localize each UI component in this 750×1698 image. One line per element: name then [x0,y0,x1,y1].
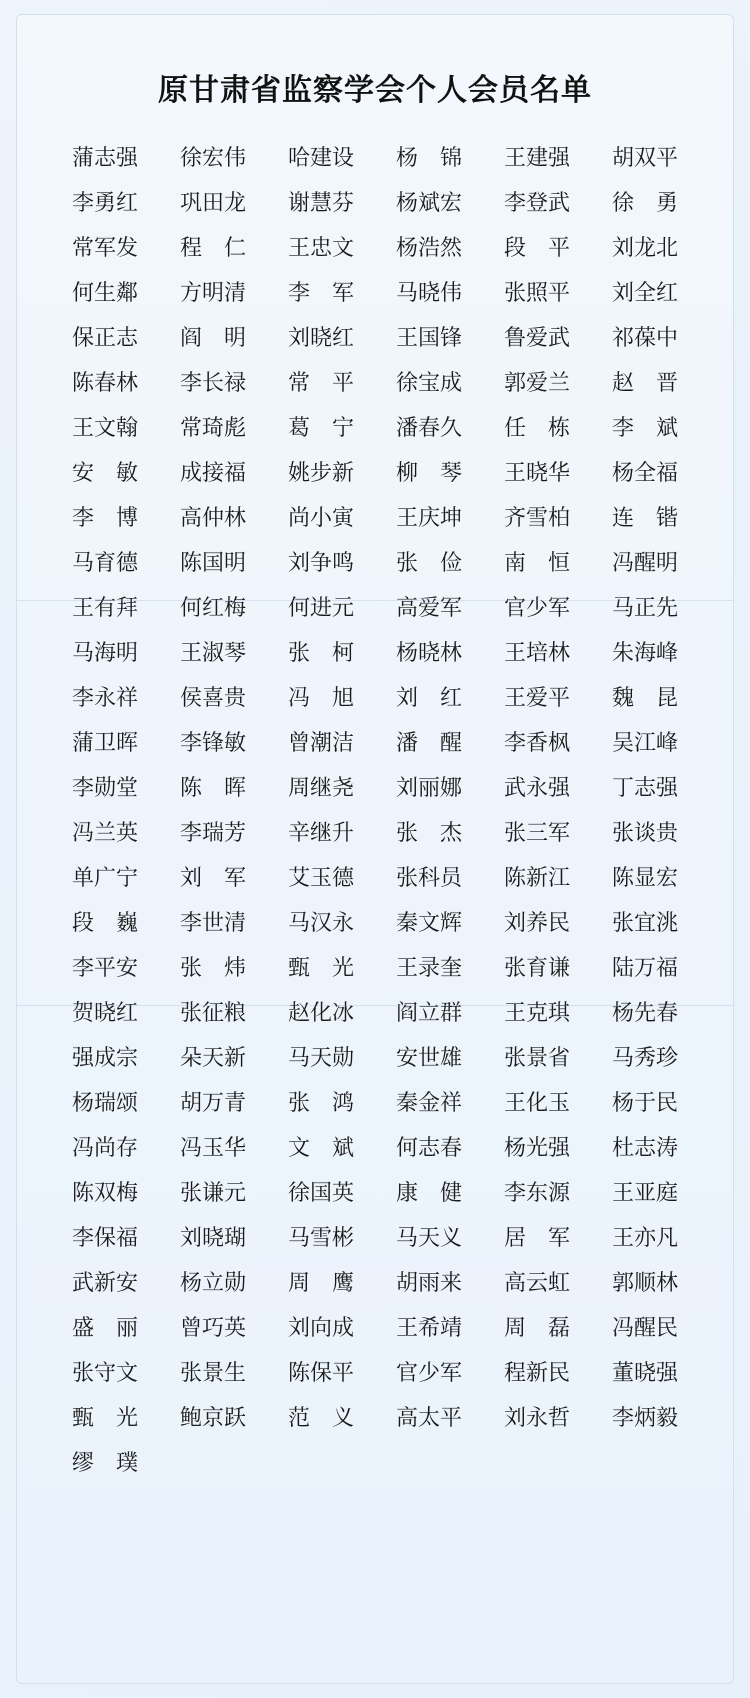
member-name: 徐宏伟 [179,145,246,170]
member-name: 马育德 [71,550,138,575]
member-name: 程新民 [503,1360,570,1385]
member-name: 杨晓林 [395,640,462,665]
member-name: 胡雨来 [395,1270,462,1295]
member-name: 安世雄 [395,1045,462,1070]
member-name-grid [35,135,715,1485]
member-name: 冯醒民 [611,1315,678,1340]
member-name: 王建强 [503,145,570,170]
member-name: 马秀珍 [611,1045,678,1070]
member-name: 杨全福 [611,460,678,485]
member-name: 杨瑞颂 [71,1090,138,1115]
member-name: 李勋堂 [71,775,138,800]
member-name: 李东源 [503,1180,570,1205]
member-name: 曾潮洁 [287,730,354,755]
member-name: 李 博 [71,505,138,530]
member-name: 朱海峰 [611,640,678,665]
member-name: 杜志涛 [611,1135,678,1160]
member-name: 盛 丽 [71,1315,138,1340]
member-name: 蒲志强 [71,145,138,170]
member-name: 李锋敏 [179,730,246,755]
member-name: 郭爱兰 [503,370,570,395]
member-name: 徐国英 [287,1180,354,1205]
member-name: 王国锋 [395,325,462,350]
member-name: 刘 军 [179,865,246,890]
member-list-card [16,14,734,1684]
member-name: 何志春 [395,1135,462,1160]
member-name: 刘晓瑚 [179,1225,246,1250]
member-name: 李香枫 [503,730,570,755]
member-name: 王克琪 [503,1000,570,1025]
member-name: 张谦元 [179,1180,246,1205]
member-name: 李 斌 [611,415,678,440]
member-name: 李长禄 [179,370,246,395]
member-name: 强成宗 [71,1045,138,1070]
member-name: 张 鸿 [287,1090,354,1115]
member-name: 齐雪柏 [503,505,570,530]
member-name: 高太平 [395,1405,462,1430]
member-name: 张 柯 [287,640,354,665]
member-name: 常琦彪 [179,415,246,440]
member-name: 阎 明 [179,325,246,350]
member-name: 陈春林 [71,370,138,395]
member-name: 潘春久 [395,415,462,440]
member-name: 郭顺林 [611,1270,678,1295]
member-name: 王希靖 [395,1315,462,1340]
member-name: 胡双平 [611,145,678,170]
member-name: 张 俭 [395,550,462,575]
member-name: 曾巧英 [179,1315,246,1340]
member-name: 冯玉华 [179,1135,246,1160]
member-name: 潘 醒 [395,730,462,755]
member-name: 冯醒明 [611,550,678,575]
member-name: 康 健 [395,1180,462,1205]
member-name: 文 斌 [287,1135,354,1160]
member-name: 王亦凡 [611,1225,678,1250]
member-name: 祁葆中 [611,325,678,350]
member-name: 马海明 [71,640,138,665]
member-name: 安 敏 [71,460,138,485]
member-name: 杨浩然 [395,235,462,260]
member-name: 刘养民 [503,910,570,935]
member-name: 王淑琴 [179,640,246,665]
member-name: 李瑞芳 [179,820,246,845]
member-name: 马汉永 [287,910,354,935]
member-name: 王录奎 [395,955,462,980]
member-name: 何生鄰 [71,280,138,305]
member-name: 鲁爱武 [503,325,570,350]
member-name: 刘 红 [395,685,462,710]
member-name: 巩田龙 [179,190,246,215]
member-name: 马天勋 [287,1045,354,1070]
page-title: 原甘肃省监察学会个人会员名单 [158,74,592,107]
member-name: 刘丽娜 [395,775,462,800]
member-name: 张宜洮 [611,910,678,935]
member-name: 张征粮 [179,1000,246,1025]
member-name: 甄 光 [287,955,354,980]
member-name: 周 磊 [503,1315,570,1340]
member-name: 丁志强 [611,775,678,800]
member-name: 辛继升 [287,820,354,845]
member-name: 周 鹰 [287,1270,354,1295]
member-name: 刘永哲 [503,1405,570,1430]
member-name: 高爱军 [395,595,462,620]
member-name: 张景省 [503,1045,570,1070]
member-name: 李永祥 [71,685,138,710]
member-name: 张谈贵 [611,820,678,845]
member-name: 成接福 [179,460,246,485]
member-name: 张 炜 [179,955,246,980]
member-name: 居 军 [503,1225,570,1250]
member-name: 陈国明 [179,550,246,575]
member-name: 范 义 [287,1405,354,1430]
member-name: 张科员 [395,865,462,890]
member-name: 冯 旭 [287,685,354,710]
member-name: 张 杰 [395,820,462,845]
member-name: 徐宝成 [395,370,462,395]
member-name: 葛 宁 [287,415,354,440]
member-name: 陈保平 [287,1360,354,1385]
member-name: 陈双梅 [71,1180,138,1205]
member-name: 南 恒 [503,550,570,575]
member-name: 陆万福 [611,955,678,980]
member-name: 杨光强 [503,1135,570,1160]
member-name: 常军发 [71,235,138,260]
member-name: 方明清 [179,280,246,305]
member-name: 任 栋 [503,415,570,440]
member-name: 秦金祥 [395,1090,462,1115]
member-name: 王化玉 [503,1090,570,1115]
member-name: 王培林 [503,640,570,665]
member-name: 程 仁 [179,235,246,260]
member-name: 王文翰 [71,415,138,440]
member-name: 段 平 [503,235,570,260]
member-name: 陈 晖 [179,775,246,800]
member-name: 杨于民 [611,1090,678,1115]
member-name: 连 锴 [611,505,678,530]
member-name: 王晓华 [503,460,570,485]
member-name: 李平安 [71,955,138,980]
member-name: 秦文辉 [395,910,462,935]
member-name: 吴江峰 [611,730,678,755]
member-name: 王庆坤 [395,505,462,530]
member-name: 杨 锦 [395,145,462,170]
member-name: 马正先 [611,595,678,620]
member-name: 高仲林 [179,505,246,530]
member-name: 李炳毅 [611,1405,678,1430]
member-name: 王有拜 [71,595,138,620]
member-name: 杨斌宏 [395,190,462,215]
member-name: 李世清 [179,910,246,935]
member-name: 段 巍 [71,910,138,935]
member-name: 赵 晋 [611,370,678,395]
member-name: 缪 璞 [71,1450,138,1475]
member-name: 张景生 [179,1360,246,1385]
member-name: 李 军 [287,280,354,305]
member-name: 尚小寅 [287,505,354,530]
member-name: 马雪彬 [287,1225,354,1250]
scan-seam-2 [17,1005,733,1006]
member-name: 哈建设 [287,145,354,170]
member-name: 董晓强 [611,1360,678,1385]
member-name: 马天义 [395,1225,462,1250]
member-name: 王亚庭 [611,1180,678,1205]
member-name: 朵天新 [179,1045,246,1070]
member-name: 马晓伟 [395,280,462,305]
member-name: 何进元 [287,595,354,620]
member-name: 官少军 [395,1360,462,1385]
member-name: 张守文 [71,1360,138,1385]
member-name: 侯喜贵 [179,685,246,710]
member-name: 李保福 [71,1225,138,1250]
member-name: 周继尧 [287,775,354,800]
member-name: 张三军 [503,820,570,845]
member-name: 武永强 [503,775,570,800]
member-name: 阎立群 [395,1000,462,1025]
member-name: 刘晓红 [287,325,354,350]
member-name: 鲍京跃 [179,1405,246,1430]
member-name: 杨先春 [611,1000,678,1025]
member-name: 蒲卫晖 [71,730,138,755]
member-name: 刘龙北 [611,235,678,260]
member-name: 赵化冰 [287,1000,354,1025]
member-name: 徐 勇 [611,190,678,215]
member-name: 刘向成 [287,1315,354,1340]
member-name: 单广宁 [71,865,138,890]
member-name: 刘争鸣 [287,550,354,575]
member-name: 艾玉德 [287,865,354,890]
member-name: 刘全红 [611,280,678,305]
member-name: 常 平 [287,370,354,395]
member-name: 陈显宏 [611,865,678,890]
member-name: 王爱平 [503,685,570,710]
member-name: 贺晓红 [71,1000,138,1025]
member-name: 王忠文 [287,235,354,260]
member-name: 谢慧芬 [287,190,354,215]
member-name: 张照平 [503,280,570,305]
member-name: 保正志 [71,325,138,350]
member-name: 胡万青 [179,1090,246,1115]
member-name: 李勇红 [71,190,138,215]
member-name: 甄 光 [71,1405,138,1430]
member-name: 姚步新 [287,460,354,485]
member-name: 柳 琴 [395,460,462,485]
member-name: 冯兰英 [71,820,138,845]
member-name: 高云虹 [503,1270,570,1295]
member-name: 冯尚存 [71,1135,138,1160]
member-name: 魏 昆 [611,685,678,710]
scan-seam-1 [17,600,733,601]
member-name: 张育谦 [503,955,570,980]
member-name: 杨立勋 [179,1270,246,1295]
member-name: 陈新江 [503,865,570,890]
member-name: 官少军 [503,595,570,620]
member-name: 何红梅 [179,595,246,620]
member-name: 武新安 [71,1270,138,1295]
member-name: 李登武 [503,190,570,215]
